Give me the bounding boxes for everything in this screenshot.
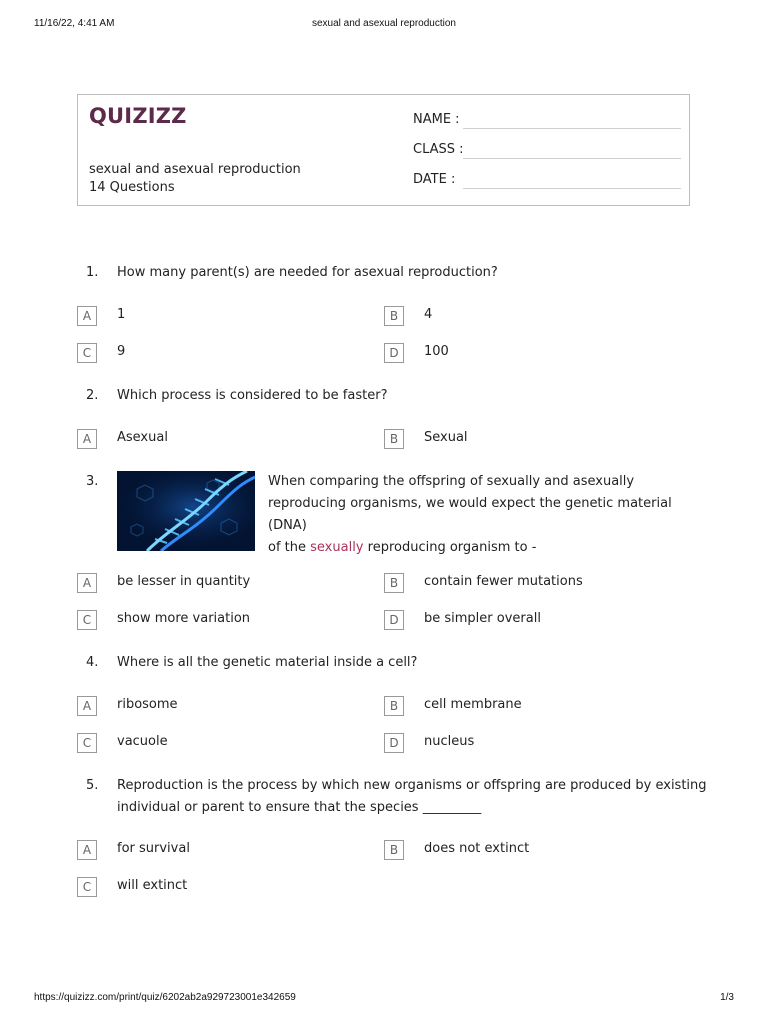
option-letter: C bbox=[77, 733, 97, 753]
option-letter: A bbox=[77, 840, 97, 860]
option-text: show more variation bbox=[117, 611, 251, 626]
question-number: 2. bbox=[86, 388, 99, 403]
option-letter: B bbox=[384, 696, 404, 716]
option-text: nucleus bbox=[424, 734, 475, 749]
question-text: Which process is considered to be faster? bbox=[117, 388, 388, 403]
question-number: 5. bbox=[86, 778, 99, 793]
question-text-line: reproducing organisms, we would expect the genetic material (DNA) bbox=[268, 496, 672, 533]
option-text: 9 bbox=[117, 344, 126, 359]
print-footer bbox=[34, 992, 734, 1006]
option-text: vacuole bbox=[117, 734, 168, 749]
option-text: contain fewer mutations bbox=[424, 574, 583, 589]
quizizz-logo: QUIZIZZ bbox=[89, 104, 187, 128]
highlighted-word: sexually bbox=[310, 540, 364, 555]
dna-helix-icon bbox=[117, 471, 255, 551]
text-segment: reproducing organism to - bbox=[363, 540, 537, 555]
date-label: DATE : bbox=[413, 172, 456, 187]
question-number: 1. bbox=[86, 265, 99, 280]
option-text: will extinct bbox=[117, 878, 188, 893]
option-letter: C bbox=[77, 877, 97, 897]
print-header bbox=[34, 18, 734, 32]
option-letter: B bbox=[384, 429, 404, 449]
question-text-line: When comparing the offspring of sexually and asexually bbox=[268, 474, 635, 489]
dna-helix-image bbox=[117, 471, 255, 551]
option-text: 4 bbox=[424, 307, 433, 322]
option-letter: B bbox=[384, 306, 404, 326]
option-letter: D bbox=[384, 610, 404, 630]
option-text: cell membrane bbox=[424, 697, 522, 712]
option-text: be lesser in quantity bbox=[117, 574, 251, 589]
question-number: 3. bbox=[86, 474, 99, 489]
option-letter: B bbox=[384, 840, 404, 860]
option-letter: C bbox=[77, 343, 97, 363]
question-text: Where is all the genetic material inside a cell? bbox=[117, 655, 418, 670]
question-number: 4. bbox=[86, 655, 99, 670]
question-count: 14 Questions bbox=[89, 180, 175, 195]
option-text: be simpler overall bbox=[424, 611, 541, 626]
name-field bbox=[413, 112, 460, 127]
option-letter: C bbox=[77, 610, 97, 630]
option-letter: A bbox=[77, 429, 97, 449]
option-text: Sexual bbox=[424, 430, 468, 445]
option-letter: D bbox=[384, 733, 404, 753]
page-number: 1/3 bbox=[720, 992, 734, 1003]
question-text: How many parent(s) are needed for asexual reproduction? bbox=[117, 265, 498, 280]
name-line bbox=[463, 128, 681, 129]
option-text: ribosome bbox=[117, 697, 178, 712]
option-text: 1 bbox=[117, 307, 126, 322]
question-3-text bbox=[268, 471, 698, 559]
option-text: for survival bbox=[117, 841, 190, 856]
class-line bbox=[463, 158, 681, 159]
option-letter: A bbox=[77, 696, 97, 716]
print-url: https://quizizz.com/print/quiz/6202ab2a929723001e342659 bbox=[34, 992, 296, 1003]
question-text bbox=[117, 775, 707, 819]
print-datetime: 11/16/22, 4:41 AM bbox=[34, 18, 115, 29]
name-label: NAME : bbox=[413, 112, 460, 127]
class-label: CLASS : bbox=[413, 142, 464, 157]
option-text: Asexual bbox=[117, 430, 168, 445]
option-letter: A bbox=[77, 573, 97, 593]
class-field bbox=[413, 142, 464, 157]
question-text-line bbox=[268, 537, 698, 559]
option-text: 100 bbox=[424, 344, 449, 359]
question-text-line: Reproduction is the process by which new organisms or offspring are produced by existing bbox=[117, 778, 707, 793]
print-doc-title: sexual and asexual reproduction bbox=[312, 18, 456, 29]
option-letter: D bbox=[384, 343, 404, 363]
question-text-line: individual or parent to ensure that the species _________ bbox=[117, 800, 482, 815]
date-line bbox=[463, 188, 681, 189]
worksheet-header bbox=[77, 94, 690, 206]
option-text: does not extinct bbox=[424, 841, 530, 856]
option-letter: A bbox=[77, 306, 97, 326]
option-letter: B bbox=[384, 573, 404, 593]
date-field bbox=[413, 172, 455, 187]
quiz-title: sexual and asexual reproduction bbox=[89, 162, 301, 177]
text-segment: of the bbox=[268, 540, 311, 555]
